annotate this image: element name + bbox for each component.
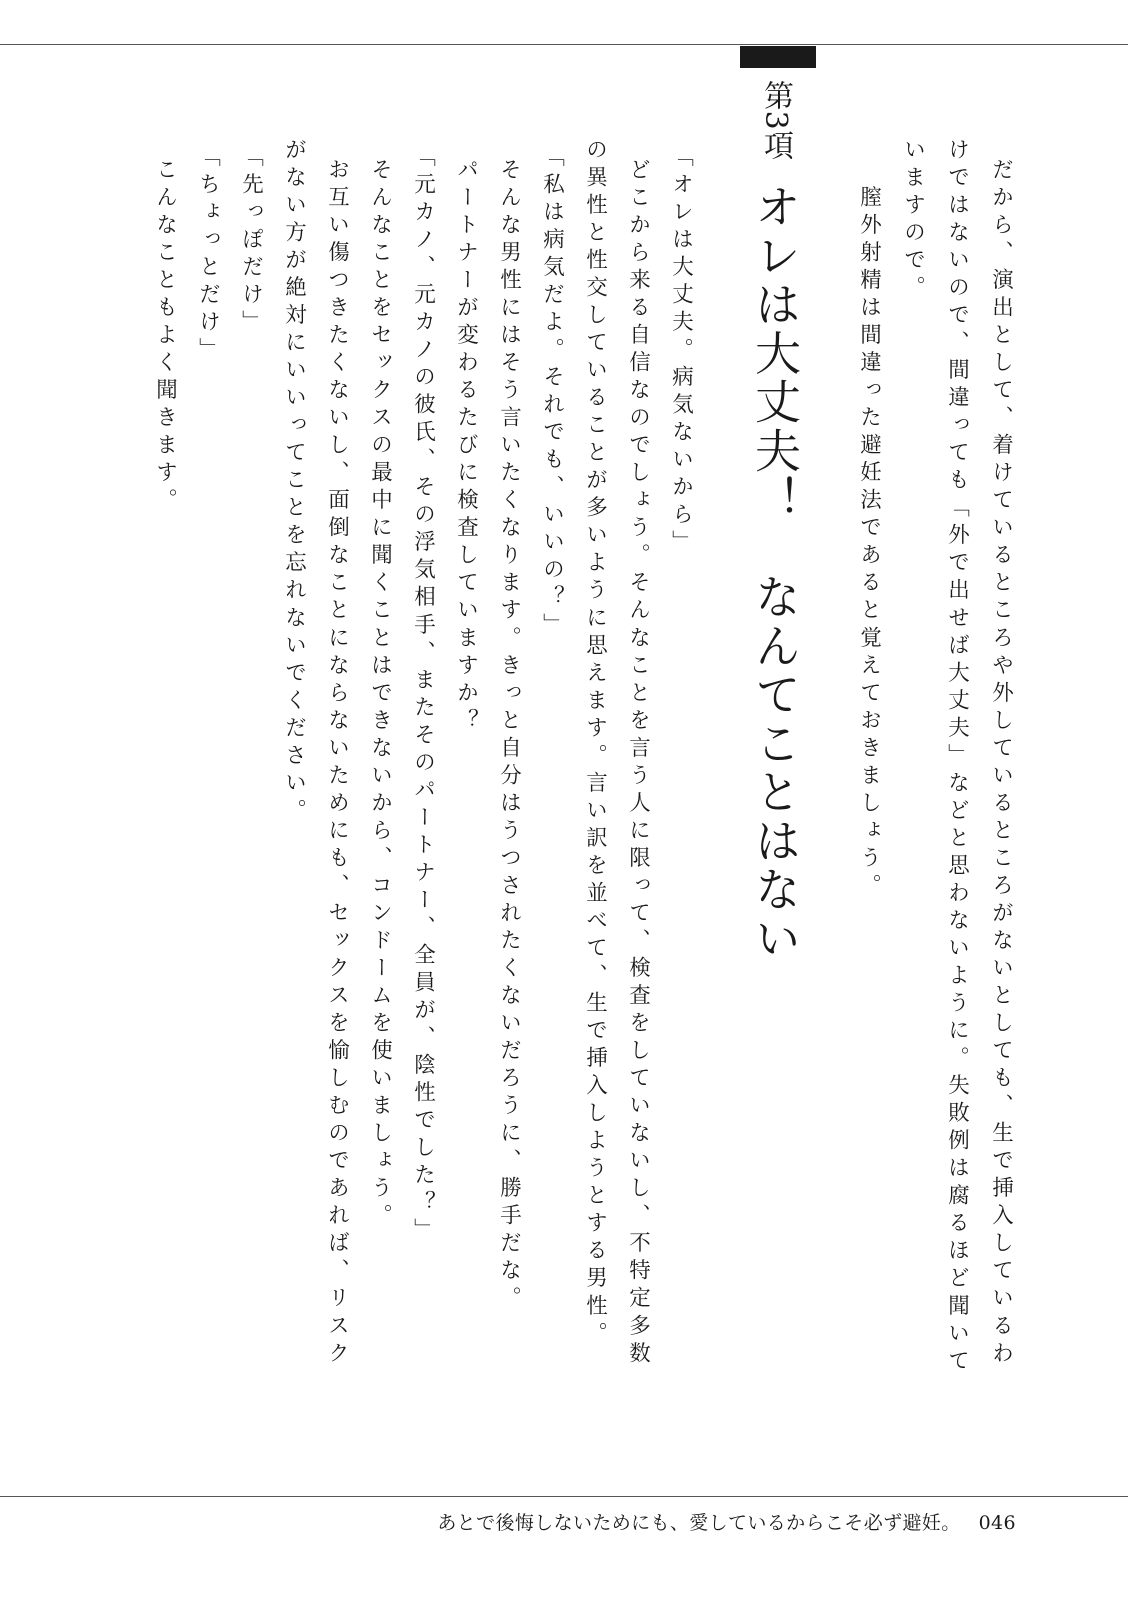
text-column: どこから来る自信なのでしょう。そんなことを言う人に限って、検査をしていないし、不特定多数 — [625, 158, 651, 1369]
text-column: だから、演出として、着けているところや外しているところがないとしても、生で挿入しているわ — [988, 158, 1014, 1369]
bottom-rule — [0, 1496, 1128, 1497]
text-column: そんな男性にはそう言いたくなります。きっと自分はうつされたくないだろうに、勝手だな。 — [496, 158, 522, 1314]
text-column: いますので。 — [900, 138, 926, 304]
text-column: こんなこともよく聞きます。 — [152, 158, 178, 516]
text-column: 膣外射精は間違った避妊法であると覚えておきましょう。 — [856, 158, 882, 902]
text-column: そんなことをセックスの最中に聞くことはできないから、コンドームを使いましょう。 — [367, 158, 393, 1232]
text-column: がない方が絶対にいいってことを忘れないでください。 — [281, 138, 307, 826]
text-column: 「ちょっとだけ」 — [195, 145, 221, 366]
section-marker-bar — [740, 46, 816, 68]
text-column: お互い傷つきたくないし、面倒なことにならないためにも、セックスを愉しむのであれば、リスク — [324, 158, 350, 1369]
section-heading — [748, 80, 802, 964]
top-rule — [0, 44, 1128, 45]
text-column: けではないので、間違っても「外で出せば大丈夫」などと思わないように。失敗例は腐るほど聞いて — [944, 138, 970, 1377]
text-column: 「オレは大丈夫。病気ないから」 — [668, 145, 694, 558]
text-column: 「先っぽだけ」 — [238, 145, 264, 338]
footer-tagline: あとで後悔しないためにも、愛しているからこそ必ず避妊。 — [437, 1512, 961, 1534]
text-column: 「元カノ、元カノの彼氏、その浮気相手、またそのパートナー、全員が、陰性でした？」 — [410, 145, 436, 1246]
text-column: 「私は病気だよ。それでも、いいの？」 — [539, 145, 565, 641]
section-title: オレは大丈夫！ なんてことはない — [748, 182, 802, 964]
text-column: パートナーが変わるたびに検査していますか？ — [453, 158, 479, 736]
section-number: 第3項 — [758, 80, 793, 161]
running-footer — [437, 1508, 1016, 1535]
page-number: 046 — [978, 1512, 1016, 1534]
text-column: の異性と性交していることが多いように思えます。言い訳を並べて、生で挿入しようとする男性。 — [582, 138, 608, 1349]
